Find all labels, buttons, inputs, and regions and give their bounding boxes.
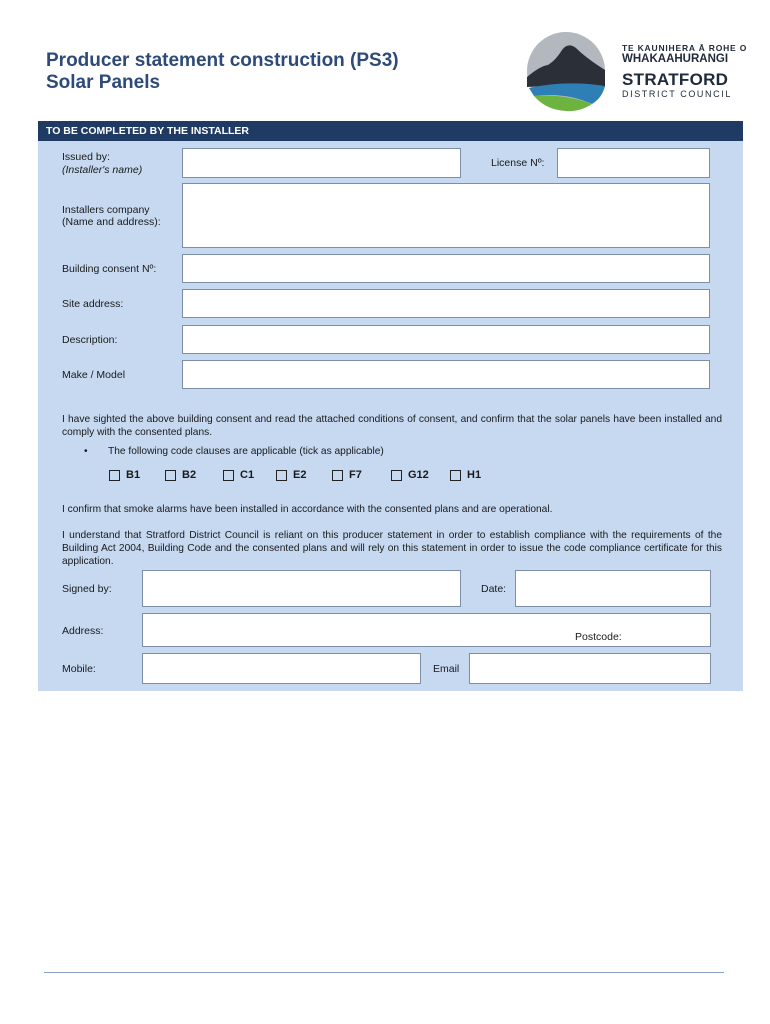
license-number-field[interactable] (557, 148, 710, 178)
address-field[interactable] (142, 613, 711, 647)
checkbox-h1[interactable]: H1 (450, 467, 481, 483)
site-address-label: Site address: (62, 298, 124, 310)
checkbox-icon[interactable] (391, 470, 402, 481)
checkbox-f7[interactable]: F7 (332, 467, 362, 483)
checkbox-c1[interactable]: C1 (223, 467, 254, 483)
title-line-1: Producer statement construction (PS3) (46, 50, 399, 71)
site-address-field[interactable] (182, 289, 710, 318)
checkbox-b2[interactable]: B2 (165, 467, 196, 483)
checkbox-icon[interactable] (276, 470, 287, 481)
description-field[interactable] (182, 325, 710, 354)
mobile-field[interactable] (142, 653, 421, 684)
checkbox-icon[interactable] (332, 470, 343, 481)
make-model-field[interactable] (182, 360, 710, 389)
clauses-bullet (84, 446, 384, 457)
description-label: Description: (62, 334, 118, 346)
issued-by-sub-label: (Installer's name) (62, 164, 143, 176)
signature-field[interactable] (142, 570, 461, 607)
date-label: Date: (481, 583, 507, 595)
consent-number-field[interactable] (182, 254, 710, 283)
checkbox-e2[interactable]: E2 (276, 467, 306, 483)
signed-by-label: Signed by: (62, 583, 112, 595)
logo-text-4: DISTRICT COUNCIL (622, 89, 732, 99)
consent-label: Building consent Nº: (62, 263, 157, 275)
checkbox-icon[interactable] (223, 470, 234, 481)
reliance-statement: I understand that Stratford District Council is reliant on this producer statement in order to establish compliance with the requirements of the Building Act 2004, Building Code and the consented plans and will rely on this statement in order to issue the code compliance certificate for this application. (62, 530, 722, 567)
checkbox-b1[interactable]: B1 (109, 467, 140, 483)
council-logo (522, 32, 762, 112)
address-label: Address: (62, 625, 104, 637)
date-field[interactable] (515, 570, 711, 607)
issued-by-label: Issued by: (62, 151, 110, 163)
title-line-2: Solar Panels (46, 72, 161, 93)
logo-text-2: WHAKAAHURANGI (622, 53, 729, 65)
smoke-alarm-statement: I confirm that smoke alarms have been installed in accordance with the consented plans and are operational. (62, 504, 553, 515)
page-title (46, 50, 399, 94)
postcode-label: Postcode: (575, 631, 622, 643)
mountain-logo-icon (522, 32, 614, 112)
footer-divider (44, 972, 724, 973)
make-model-label: Make / Model (62, 369, 126, 381)
form-header: TO BE COMPLETED BY THE INSTALLER (38, 121, 743, 141)
checkbox-icon[interactable] (109, 470, 120, 481)
bullet-icon: • (84, 446, 88, 457)
checkbox-icon[interactable] (165, 470, 176, 481)
email-field[interactable] (469, 653, 711, 684)
license-label: License Nº: (491, 157, 545, 169)
checkbox-g12[interactable]: G12 (391, 467, 429, 483)
company-label: Installers company (62, 204, 150, 216)
logo-text-1: TE KAUNIHERA Ā ROHE O (622, 43, 748, 53)
logo-text-3: STRATFORD (622, 70, 729, 89)
company-sub-label: (Name and address): (62, 216, 161, 228)
installer-name-field[interactable] (182, 148, 461, 178)
company-field[interactable] (182, 183, 710, 248)
email-label: Email (433, 663, 460, 675)
installer-form (38, 121, 743, 691)
clauses-instruction: The following code clauses are applicable (tick as applicable) (108, 446, 384, 457)
checkbox-icon[interactable] (450, 470, 461, 481)
mobile-label: Mobile: (62, 663, 96, 675)
consent-statement: I have sighted the above building consent and read the attached conditions of consent, and confirm that the solar panels have been installed and comply with the consented plans. (62, 414, 722, 438)
